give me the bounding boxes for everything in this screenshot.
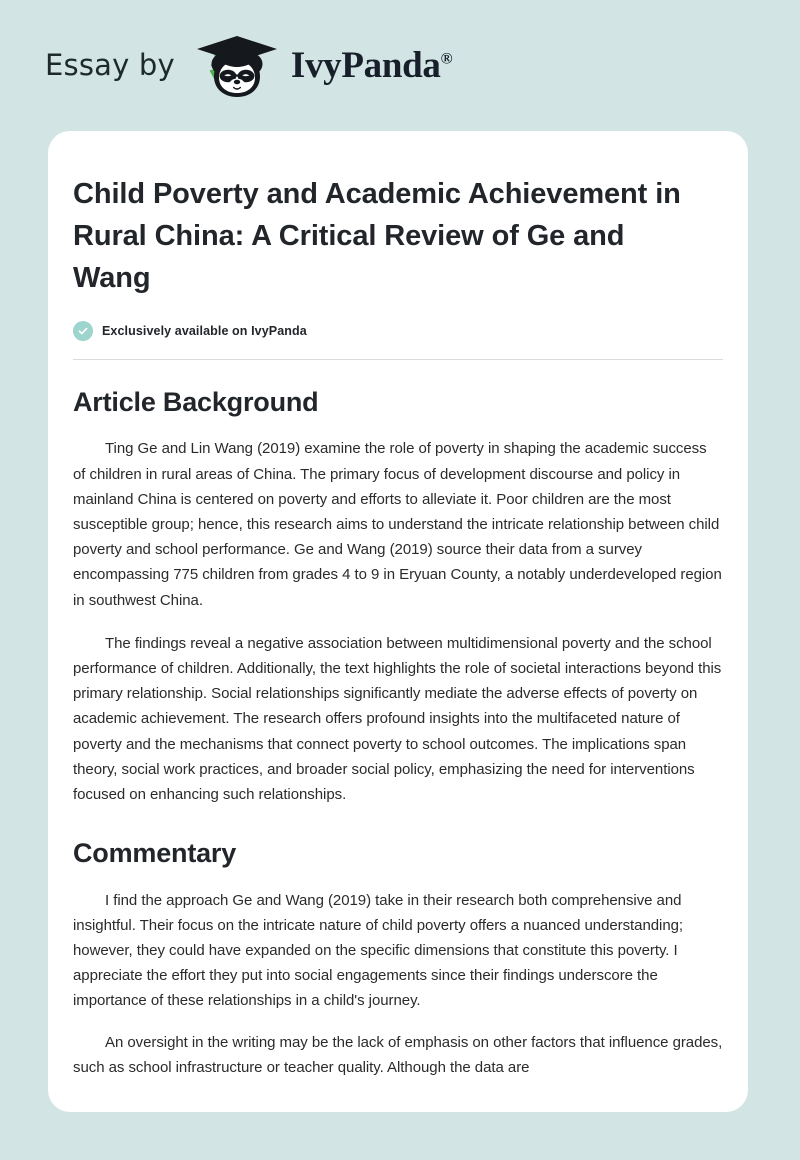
registered-trademark-symbol: ® <box>440 50 453 68</box>
section-heading-commentary: Commentary <box>73 838 237 869</box>
essay-by-label: Essay by <box>45 48 175 82</box>
title-divider <box>73 359 723 360</box>
exclusive-availability-label: Exclusively available on IvyPanda <box>102 324 307 338</box>
panda-graduate-icon <box>189 30 285 102</box>
page-title: Child Poverty and Academic Achievement in Rural China: A Critical Review of Ge and Wang <box>73 178 681 294</box>
exclusive-availability-badge <box>73 321 723 341</box>
paragraph: Ting Ge and Lin Wang (2019) examine the role of poverty in shaping the academic success of children in rural areas of China. The primary focus of development discourse and policy in mainland China is centered on poverty and efforts to alleviate it. Poor children are the most susceptible group; hence, this research aims to understand the intricate relationship between child poverty and school performance. Ge and Wang (2019) source their data from a survey encompassing 775 children from grades 4 to 9 in Eryuan County, a notably underdeveloped region in southwest China. <box>73 440 722 609</box>
check-circle-icon <box>73 321 93 341</box>
site-header <box>0 0 800 131</box>
ivypanda-wordmark <box>291 47 453 84</box>
section-heading-article-background: Article Background <box>73 387 319 417</box>
paragraph: The findings reveal a negative association between multidimensional poverty and the school performance of children. Additionally, the text highlights the role of societal interactions beyond this primary relationship. Social relationships significantly mediate the adverse effects of poverty on academic achievement. The research offers profound insights into the multifaceted nature of poverty and the mechanisms that connect poverty to school outcomes. The implications span theory, social work practices, and broader social policy, emphasizing the need for interventions focused on enhancing such relationships. <box>73 634 722 804</box>
paragraph: An oversight in the writing may be the lack of emphasis on other factors that influence grades, such as school infrastructure or teacher quality. Although the data are <box>73 1033 723 1076</box>
paragraph: I find the approach Ge and Wang (2019) take in their research both comprehensive and insightful. Their focus on the intricate nature of child poverty offers a nuanced understanding; however, they could have expanded on the specific dimensions that constitute this poverty. I appreciate the effort they put into social engagements since their findings underscore the importance of these relationships in a child's journey. <box>73 891 684 1010</box>
brand-name-text: IvyPanda <box>290 45 441 86</box>
essay-card <box>48 131 748 1112</box>
